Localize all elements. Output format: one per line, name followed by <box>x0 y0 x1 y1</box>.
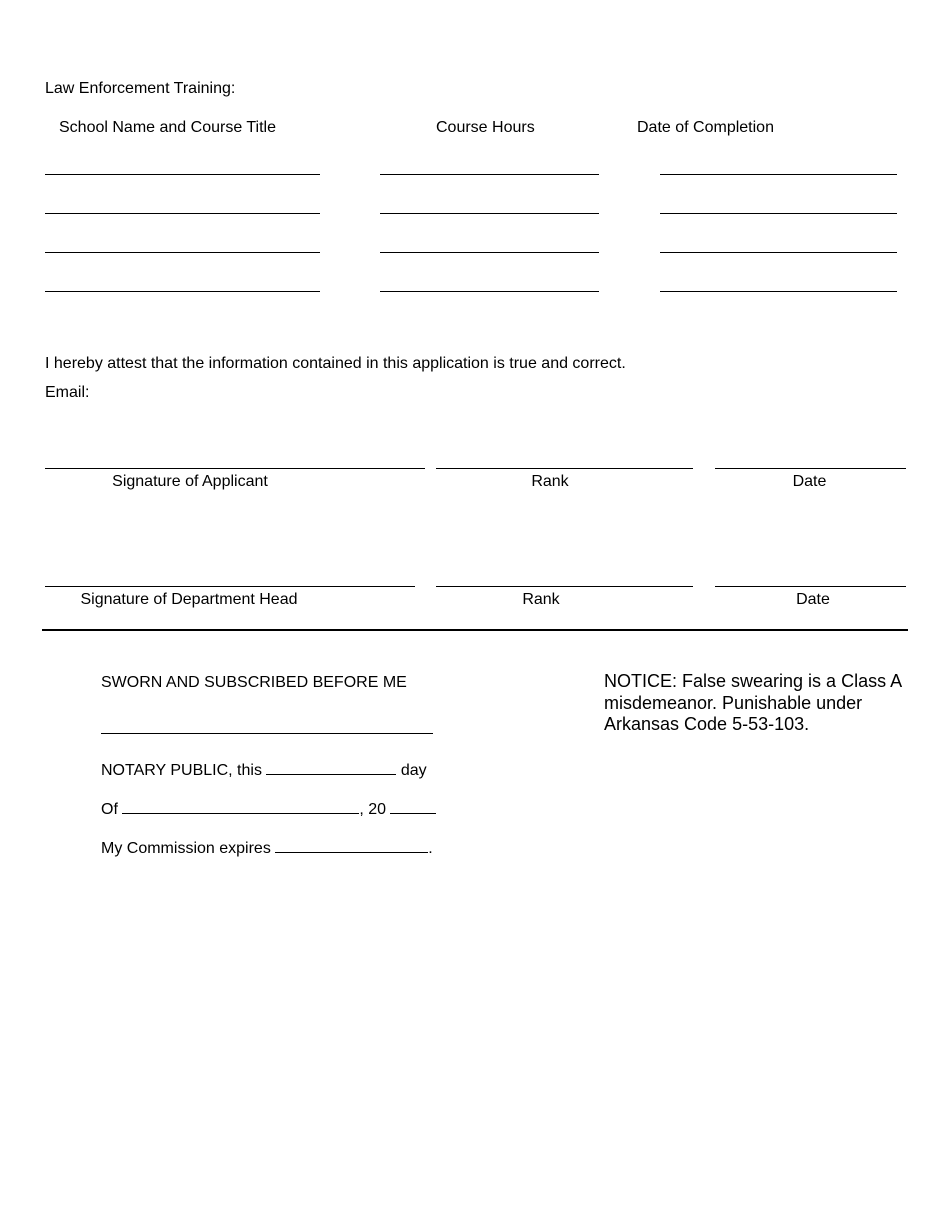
date-entry-line[interactable] <box>660 213 897 214</box>
department-head-signature-label: Signature of Department Head <box>80 591 298 608</box>
notary-public-prefix: NOTARY PUBLIC, this <box>101 762 262 779</box>
department-head-date-line[interactable] <box>715 586 906 587</box>
notary-public-suffix: day <box>400 762 427 779</box>
applicant-signature-label: Signature of Applicant <box>112 473 268 490</box>
email-label: Email: <box>45 384 90 401</box>
column-header-hours: Course Hours <box>436 119 535 136</box>
school-entry-line[interactable] <box>45 174 320 175</box>
department-head-rank-line[interactable] <box>436 586 693 587</box>
column-header-school: School Name and Course Title <box>59 119 276 136</box>
hours-entry-line[interactable] <box>380 174 599 175</box>
section-divider <box>42 629 908 631</box>
department-head-rank-label: Rank <box>522 591 560 608</box>
notary-signature-line[interactable] <box>101 733 433 734</box>
column-header-date: Date of Completion <box>637 119 774 136</box>
training-heading: Law Enforcement Training: <box>45 80 236 97</box>
applicant-date-label: Date <box>792 473 827 490</box>
hours-entry-line[interactable] <box>380 213 599 214</box>
date-entry-line[interactable] <box>660 174 897 175</box>
department-head-date-label: Date <box>796 591 830 608</box>
attestation-statement: I hereby attest that the information contained in this application is true and correct. <box>45 355 626 372</box>
applicant-rank-line[interactable] <box>436 468 693 469</box>
applicant-rank-label: Rank <box>531 473 569 490</box>
commission-suffix: . <box>428 840 433 857</box>
of-date-line <box>101 798 436 819</box>
date-entry-line[interactable] <box>660 291 897 292</box>
applicant-signature-line[interactable] <box>45 468 425 469</box>
commission-line <box>101 837 433 858</box>
month-blank[interactable] <box>122 798 359 814</box>
commission-expiry-blank[interactable] <box>275 837 428 853</box>
hours-entry-line[interactable] <box>380 291 599 292</box>
date-entry-line[interactable] <box>660 252 897 253</box>
applicant-date-line[interactable] <box>715 468 906 469</box>
school-entry-line[interactable] <box>45 252 320 253</box>
of-prefix: Of <box>101 801 118 818</box>
sworn-subscribed-text: SWORN AND SUBSCRIBED BEFORE ME <box>101 674 407 691</box>
department-head-signature-line[interactable] <box>45 586 415 587</box>
notary-public-line <box>101 759 427 780</box>
school-entry-line[interactable] <box>45 291 320 292</box>
commission-prefix: My Commission expires <box>101 840 271 857</box>
school-entry-line[interactable] <box>45 213 320 214</box>
hours-entry-line[interactable] <box>380 252 599 253</box>
false-swearing-notice: NOTICE: False swearing is a Class A misdemeanor. Punishable under Arkansas Code 5-53-103. <box>604 671 902 734</box>
day-blank[interactable] <box>266 759 396 775</box>
year-blank[interactable] <box>390 798 436 814</box>
year-prefix: , 20 <box>359 801 387 818</box>
